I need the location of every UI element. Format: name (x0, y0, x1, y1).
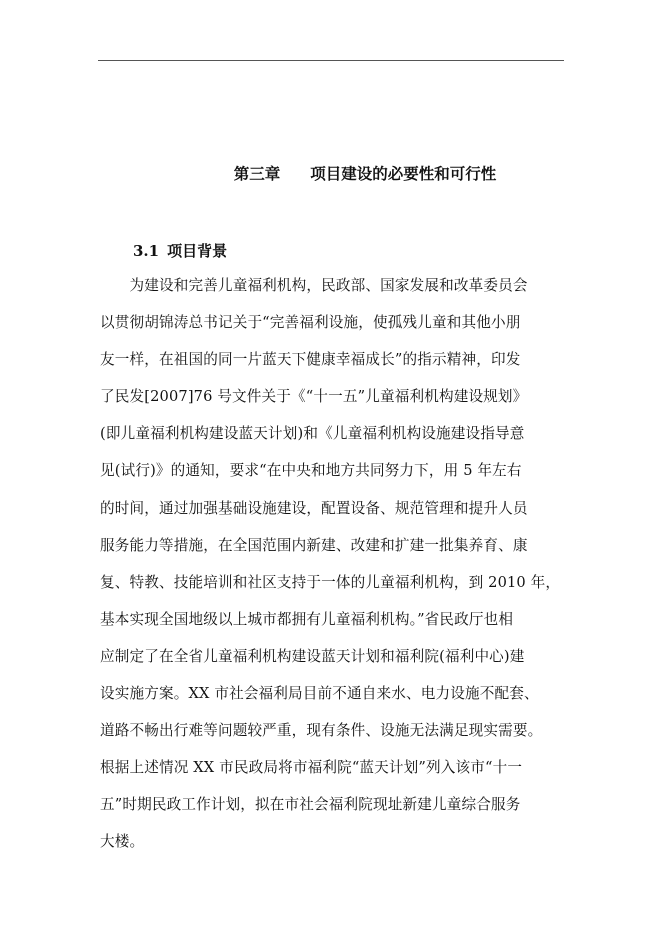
chapter-title: 项目建设的必要性和可行性 (310, 164, 497, 183)
paragraph-line: 设实施方案。XX 市社会福利局目前不通自来水、电力设施不配套、 (100, 685, 539, 703)
paragraph-line: 见(试行)》的通知，要求“在中央和地方共同努力下，用 5 年左右 (100, 462, 522, 480)
chapter-number: 第三章 (233, 164, 281, 183)
paragraph-line: 友一样，在祖国的同一片蓝天下健康幸福成长”的指示精神，印发 (100, 351, 521, 369)
paragraph-line: 道路不畅出行难等问题较严重，现有条件、设施无法满足现实需要。 (100, 722, 543, 740)
paragraph-line: 服务能力等措施，在全国范围内新建、改建和扩建一批集养育、康 (100, 536, 528, 554)
paragraph-line: (即儿童福利机构建设蓝天计划)和《儿童福利机构设施建设指导意 (100, 425, 525, 443)
paragraph-line: 大楼。 (100, 833, 145, 851)
paragraph-line: 的时间，通过加强基础设施建设，配置设备、规范管理和提升人员 (100, 499, 528, 517)
section-number: 3.1 (133, 242, 160, 260)
paragraph-line: 了民发[2007]76 号文件关于《“十一五”儿童福利机构建设规划》 (100, 388, 528, 406)
chapter-heading (0, 163, 662, 185)
body-paragraph (100, 272, 570, 866)
paragraph-line: 以贯彻胡锦涛总书记关于“完善福利设施，使孤残儿童和其他小朋 (100, 314, 521, 332)
paragraph-line: 复、特教、技能培训和社区支持于一体的儿童福利机构，到 2010 年， (100, 573, 561, 591)
paragraph-line: 五”时期民政工作计划，拟在市社会福利院现址新建儿童综合服务 (100, 796, 521, 814)
section-title: 项目背景 (167, 242, 228, 260)
paragraph-line: 为建设和完善儿童福利机构，民政部、国家发展和改革委员会 (100, 277, 528, 294)
paragraph-line: 基本实现全国地级以上城市都拥有儿童福利机构。”省民政厅也相 (100, 610, 514, 628)
header-rule (98, 60, 564, 61)
section-heading (133, 240, 227, 262)
paragraph-line: 根据上述情况 XX 市民政局将市福利院“蓝天计划”列入该市“十一 (100, 759, 523, 777)
paragraph-line: 应制定了在全省儿童福利机构建设蓝天计划和福利院(福利中心)建 (100, 647, 525, 665)
